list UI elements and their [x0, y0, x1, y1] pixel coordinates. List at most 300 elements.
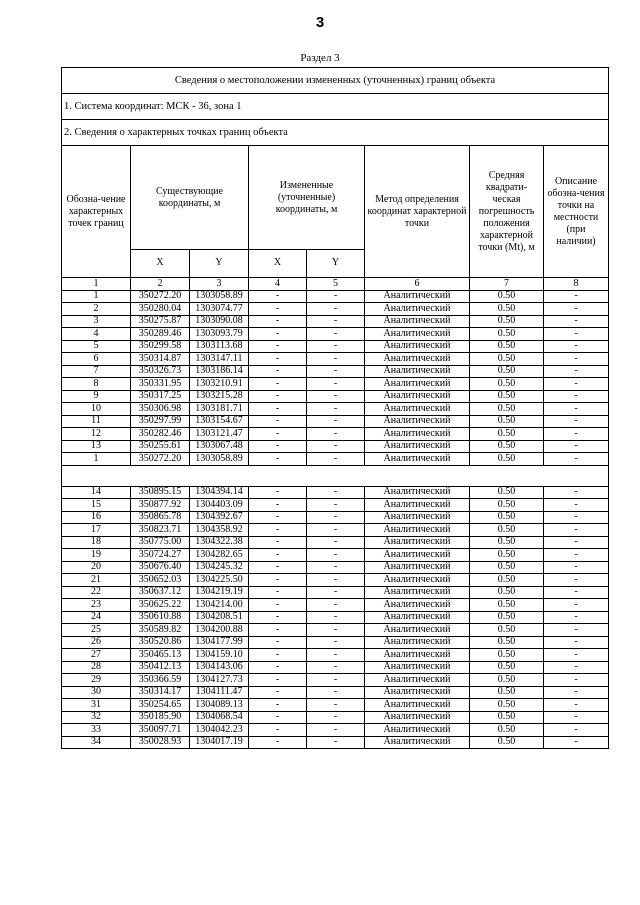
table-cell: - — [249, 453, 307, 466]
table-cell: - — [307, 586, 365, 599]
table-cell: 350589.82 — [131, 624, 190, 637]
table-cell: - — [544, 724, 609, 737]
header-existing-y: Y — [190, 250, 249, 278]
table-cell: 1304214.00 — [190, 599, 249, 612]
table-cell: - — [249, 340, 307, 353]
table-cell: - — [249, 711, 307, 724]
table-cell: 350185.90 — [131, 711, 190, 724]
table-cell: - — [249, 353, 307, 366]
table-cell: - — [249, 365, 307, 378]
column-numbers-row — [62, 278, 609, 291]
table-cell: 1303154.67 — [190, 415, 249, 428]
table-row — [62, 636, 609, 649]
table-cell: 24 — [62, 611, 131, 624]
table-cell: - — [307, 499, 365, 512]
table-cell: - — [544, 440, 609, 453]
boundary-points-table — [61, 67, 609, 749]
table-cell: 0.50 — [470, 699, 544, 712]
table-cell: 1304089.13 — [190, 699, 249, 712]
table-cell: 350299.58 — [131, 340, 190, 353]
table-cell: 350775.00 — [131, 536, 190, 549]
table-row — [62, 524, 609, 537]
table-cell: 1303215.28 — [190, 390, 249, 403]
table-cell: - — [544, 390, 609, 403]
table-cell: 0.50 — [470, 315, 544, 328]
table-row — [62, 536, 609, 549]
table-cell: 350297.99 — [131, 415, 190, 428]
table-cell: - — [307, 453, 365, 466]
table-cell: 0.50 — [470, 711, 544, 724]
table-row — [62, 649, 609, 662]
table-cell: - — [249, 686, 307, 699]
table-cell: 0.50 — [470, 365, 544, 378]
table-cell: 0.50 — [470, 561, 544, 574]
table-cell: 350877.92 — [131, 499, 190, 512]
table-row — [62, 428, 609, 441]
table-cell: - — [544, 624, 609, 637]
column-number: 5 — [307, 278, 365, 291]
table-row — [62, 440, 609, 453]
table-cell: 29 — [62, 674, 131, 687]
table-cell: 1303113.68 — [190, 340, 249, 353]
table-cell: 0.50 — [470, 586, 544, 599]
table-cell: - — [249, 303, 307, 316]
table-cell: 350314.87 — [131, 353, 190, 366]
table-cell: 1304127.73 — [190, 674, 249, 687]
table-cell: 350326.73 — [131, 365, 190, 378]
table-cell: 350254.65 — [131, 699, 190, 712]
table-cell: 1303058.89 — [190, 453, 249, 466]
table-cell: - — [307, 403, 365, 416]
table-cell: 0.50 — [470, 549, 544, 562]
table-row — [62, 353, 609, 366]
table-row — [62, 674, 609, 687]
table-cell: Аналитический — [365, 353, 470, 366]
table-cell: 350097.71 — [131, 724, 190, 737]
table-cell: 1303090.08 — [190, 315, 249, 328]
table-cell: Аналитический — [365, 724, 470, 737]
table-cell: 350255.61 — [131, 440, 190, 453]
table-cell: 1303210.91 — [190, 378, 249, 391]
table-cell: - — [544, 599, 609, 612]
table-cell: 0.50 — [470, 378, 544, 391]
header-method: Метод определения координат характерной точки — [365, 146, 470, 278]
table-cell: Аналитический — [365, 699, 470, 712]
table-row — [62, 699, 609, 712]
table-cell: 16 — [62, 511, 131, 524]
table-cell: Аналитический — [365, 624, 470, 637]
table-cell: 0.50 — [470, 624, 544, 637]
table-cell: Аналитический — [365, 536, 470, 549]
table-cell: 0.50 — [470, 415, 544, 428]
table-cell: 0.50 — [470, 428, 544, 441]
table-cell: - — [307, 303, 365, 316]
table-cell: 350272.20 — [131, 453, 190, 466]
separator-row — [62, 465, 609, 486]
header-existing-coordinates: Существующие координаты, м — [131, 146, 249, 250]
table-cell: 1303181.71 — [190, 403, 249, 416]
table-cell: 12 — [62, 428, 131, 441]
table-cell: - — [249, 624, 307, 637]
table-cell: - — [544, 340, 609, 353]
table-cell: Аналитический — [365, 524, 470, 537]
table-cell: - — [307, 724, 365, 737]
table-cell: 350282.46 — [131, 428, 190, 441]
section-label: Раздел 3 — [300, 52, 340, 64]
table-cell: 33 — [62, 724, 131, 737]
table-cell: - — [249, 674, 307, 687]
table-cell: 0.50 — [470, 353, 544, 366]
table-cell: 0.50 — [470, 611, 544, 624]
table-cell: 0.50 — [470, 524, 544, 537]
table-cell: Аналитический — [365, 365, 470, 378]
table-cell: - — [544, 453, 609, 466]
table-cell: 350280.04 — [131, 303, 190, 316]
table-cell: Аналитический — [365, 649, 470, 662]
header-description: Описание обозна-чения точки на местности (при наличии) — [544, 146, 609, 278]
table-cell: - — [307, 674, 365, 687]
table-cell: 350028.93 — [131, 736, 190, 749]
column-number: 3 — [190, 278, 249, 291]
table-cell: Аналитический — [365, 428, 470, 441]
table-cell: - — [249, 536, 307, 549]
table-cell: Аналитический — [365, 549, 470, 562]
table-cell: 0.50 — [470, 511, 544, 524]
table-cell: - — [249, 290, 307, 303]
table-cell: Аналитический — [365, 499, 470, 512]
table-cell: 1304068.54 — [190, 711, 249, 724]
table-cell: 23 — [62, 599, 131, 612]
page-number: 3 — [315, 14, 325, 31]
table-cell: 0.50 — [470, 340, 544, 353]
table-row — [62, 290, 609, 303]
table-cell: Аналитический — [365, 290, 470, 303]
table-cell: - — [544, 636, 609, 649]
table-cell: - — [307, 574, 365, 587]
column-number: 4 — [249, 278, 307, 291]
table-cell: Аналитический — [365, 340, 470, 353]
table-cell: 1304042.23 — [190, 724, 249, 737]
table-cell: 0.50 — [470, 636, 544, 649]
table-cell: - — [249, 524, 307, 537]
table-cell: - — [544, 661, 609, 674]
table-cell: - — [544, 649, 609, 662]
table-cell: 18 — [62, 536, 131, 549]
table-cell: 1304282.65 — [190, 549, 249, 562]
table-cell: 0.50 — [470, 328, 544, 341]
table-row — [62, 403, 609, 416]
table-cell: 21 — [62, 574, 131, 587]
table-cell: - — [249, 574, 307, 587]
table-cell: 17 — [62, 524, 131, 537]
table-cell: 0.50 — [470, 649, 544, 662]
coordinate-system: 1. Система координат: МСК - 36, зона 1 — [62, 94, 609, 120]
table-cell: - — [544, 549, 609, 562]
table-cell: - — [249, 499, 307, 512]
table-cell: - — [249, 599, 307, 612]
table-cell: - — [307, 649, 365, 662]
table-cell: - — [307, 315, 365, 328]
table-row — [62, 624, 609, 637]
table-cell: 0.50 — [470, 536, 544, 549]
table-cell: 1303147.11 — [190, 353, 249, 366]
table-cell: Аналитический — [365, 303, 470, 316]
table-cell: - — [307, 736, 365, 749]
table-cell: 1 — [62, 290, 131, 303]
table-cell: - — [249, 403, 307, 416]
table-cell: Аналитический — [365, 586, 470, 599]
table-cell: 1304392.67 — [190, 511, 249, 524]
table-cell: Аналитический — [365, 511, 470, 524]
table-cell: Аналитический — [365, 453, 470, 466]
table-cell: - — [307, 486, 365, 499]
table-row — [62, 499, 609, 512]
table-cell: - — [249, 378, 307, 391]
table-cell: 10 — [62, 403, 131, 416]
table-cell: Аналитический — [365, 415, 470, 428]
table-cell: 1304208.51 — [190, 611, 249, 624]
table-row — [62, 415, 609, 428]
table-cell: Аналитический — [365, 636, 470, 649]
table-cell: - — [249, 736, 307, 749]
table-row — [62, 586, 609, 599]
table-cell: - — [307, 378, 365, 391]
column-number: 8 — [544, 278, 609, 291]
points-group-1 — [62, 290, 609, 465]
table-cell: 350520.86 — [131, 636, 190, 649]
table-cell: 11 — [62, 415, 131, 428]
table-cell: - — [307, 636, 365, 649]
table-cell: Аналитический — [365, 390, 470, 403]
table-cell: 4 — [62, 328, 131, 341]
table-cell: 6 — [62, 353, 131, 366]
table-cell: Аналитический — [365, 403, 470, 416]
table-row — [62, 390, 609, 403]
table-cell: 350412.13 — [131, 661, 190, 674]
table-cell: 7 — [62, 365, 131, 378]
table-cell: 350895.15 — [131, 486, 190, 499]
table-row — [62, 486, 609, 499]
table-row — [62, 661, 609, 674]
table-cell: - — [544, 365, 609, 378]
table-cell: 26 — [62, 636, 131, 649]
table-cell: 1304403.09 — [190, 499, 249, 512]
header-changed-x: X — [249, 250, 307, 278]
table-cell: - — [307, 599, 365, 612]
table-cell: - — [307, 549, 365, 562]
table-cell: 0.50 — [470, 303, 544, 316]
header-changed-coordinates: Измененные (уточненные) координаты, м — [249, 146, 365, 250]
table-cell: 350652.03 — [131, 574, 190, 587]
table-cell: 1303186.14 — [190, 365, 249, 378]
table-row — [62, 599, 609, 612]
table-cell: Аналитический — [365, 661, 470, 674]
table-cell: 1304219.19 — [190, 586, 249, 599]
table-cell: - — [307, 686, 365, 699]
table-cell: 3 — [62, 315, 131, 328]
header-error: Средняя квадрати-ческая погрешность положения характерной точки (Mt), м — [470, 146, 544, 278]
table-cell: 350823.71 — [131, 524, 190, 537]
table-cell: - — [307, 428, 365, 441]
table-cell: - — [544, 699, 609, 712]
table-cell: - — [249, 511, 307, 524]
table-cell: - — [307, 699, 365, 712]
table-cell: 0.50 — [470, 736, 544, 749]
table-cell: - — [544, 524, 609, 537]
table-cell: - — [249, 561, 307, 574]
table-cell: 0.50 — [470, 724, 544, 737]
table-row — [62, 549, 609, 562]
table-cell: - — [249, 649, 307, 662]
table-cell: - — [544, 674, 609, 687]
table-cell: - — [544, 486, 609, 499]
table-row — [62, 315, 609, 328]
table-cell: 350314.17 — [131, 686, 190, 699]
table-cell: 0.50 — [470, 453, 544, 466]
table-cell: Аналитический — [365, 611, 470, 624]
table-cell: 350317.25 — [131, 390, 190, 403]
table-cell: - — [307, 536, 365, 549]
table-cell: - — [544, 586, 609, 599]
table-row — [62, 511, 609, 524]
table-cell: - — [544, 415, 609, 428]
table-cell: - — [249, 636, 307, 649]
table-cell: 1304394.14 — [190, 486, 249, 499]
table-cell: Аналитический — [365, 440, 470, 453]
table-cell: 350724.27 — [131, 549, 190, 562]
table-cell: - — [307, 611, 365, 624]
table-cell: - — [307, 353, 365, 366]
points-group-2 — [62, 486, 609, 749]
table-cell: 1303067.48 — [190, 440, 249, 453]
table-cell: 8 — [62, 378, 131, 391]
table-cell: 1304177.99 — [190, 636, 249, 649]
table-cell: - — [249, 428, 307, 441]
table-cell: Аналитический — [365, 599, 470, 612]
table-cell: - — [249, 549, 307, 562]
table-cell: 350465.13 — [131, 649, 190, 662]
table-cell: 1303121.47 — [190, 428, 249, 441]
header-designation: Обозна-чение характерных точек границ — [62, 146, 131, 278]
table-cell: - — [544, 561, 609, 574]
table-cell: - — [249, 390, 307, 403]
table-cell: 350676.40 — [131, 561, 190, 574]
table-cell: 20 — [62, 561, 131, 574]
table-cell: 27 — [62, 649, 131, 662]
table-cell: 0.50 — [470, 290, 544, 303]
table-row — [62, 365, 609, 378]
table-cell: - — [249, 328, 307, 341]
table-cell: 350272.20 — [131, 290, 190, 303]
table-cell: - — [544, 328, 609, 341]
table-cell: 5 — [62, 340, 131, 353]
table-cell: 1304245.32 — [190, 561, 249, 574]
table-row — [62, 724, 609, 737]
table-cell: 13 — [62, 440, 131, 453]
table-cell: - — [307, 440, 365, 453]
table-cell: - — [544, 378, 609, 391]
table-cell: 0.50 — [470, 599, 544, 612]
header-changed-y: Y — [307, 250, 365, 278]
table-cell: Аналитический — [365, 561, 470, 574]
table-cell: 1303074.77 — [190, 303, 249, 316]
table-cell: 0.50 — [470, 499, 544, 512]
table-head — [62, 68, 609, 291]
table-cell: - — [544, 611, 609, 624]
table-cell: - — [249, 699, 307, 712]
table-row — [62, 686, 609, 699]
table-row — [62, 303, 609, 316]
table-row — [62, 378, 609, 391]
column-number: 6 — [365, 278, 470, 291]
table-cell: - — [544, 686, 609, 699]
table-cell: - — [307, 561, 365, 574]
table-cell: 0.50 — [470, 686, 544, 699]
table-cell: 2 — [62, 303, 131, 316]
table-cell: 0.50 — [470, 390, 544, 403]
table-cell: - — [544, 315, 609, 328]
table-cell: - — [544, 499, 609, 512]
table-cell: 1304200.88 — [190, 624, 249, 637]
table-cell: - — [544, 403, 609, 416]
table-row — [62, 736, 609, 749]
table-cell: 1303093.79 — [190, 328, 249, 341]
table-cell: - — [307, 328, 365, 341]
table-cell: 28 — [62, 661, 131, 674]
table-cell: Аналитический — [365, 686, 470, 699]
column-number: 1 — [62, 278, 131, 291]
table-cell: Аналитический — [365, 574, 470, 587]
table-cell: 1304322.38 — [190, 536, 249, 549]
table-cell: - — [249, 486, 307, 499]
table-cell: 350865.78 — [131, 511, 190, 524]
table-cell: 0.50 — [470, 661, 544, 674]
table-cell: 0.50 — [470, 674, 544, 687]
table-title: Сведения о местоположении измененных (уточненных) границ объекта — [62, 68, 609, 94]
points-section-title: 2. Сведения о характерных точках границ объекта — [62, 120, 609, 146]
table-cell: - — [249, 440, 307, 453]
table-cell: - — [544, 511, 609, 524]
table-row — [62, 711, 609, 724]
table-cell: 350625.22 — [131, 599, 190, 612]
table-cell: - — [249, 315, 307, 328]
table-cell: - — [307, 511, 365, 524]
table-cell: 350275.87 — [131, 315, 190, 328]
column-number: 2 — [131, 278, 190, 291]
table-cell: - — [307, 340, 365, 353]
table-row — [62, 453, 609, 466]
table-cell: Аналитический — [365, 328, 470, 341]
column-number: 7 — [470, 278, 544, 291]
table-cell: Аналитический — [365, 711, 470, 724]
table-cell: 350366.59 — [131, 674, 190, 687]
table-cell: 1303058.89 — [190, 290, 249, 303]
table-cell: - — [544, 736, 609, 749]
table-cell: 1304225.50 — [190, 574, 249, 587]
table-row — [62, 340, 609, 353]
table-cell: - — [544, 353, 609, 366]
group-separator — [62, 465, 609, 486]
table-cell: Аналитический — [365, 486, 470, 499]
table-cell: 31 — [62, 699, 131, 712]
table-cell: Аналитический — [365, 315, 470, 328]
table-cell: 32 — [62, 711, 131, 724]
table-cell: 350610.88 — [131, 611, 190, 624]
table-cell: 9 — [62, 390, 131, 403]
table-cell: 30 — [62, 686, 131, 699]
table-cell: 0.50 — [470, 486, 544, 499]
table-row — [62, 561, 609, 574]
